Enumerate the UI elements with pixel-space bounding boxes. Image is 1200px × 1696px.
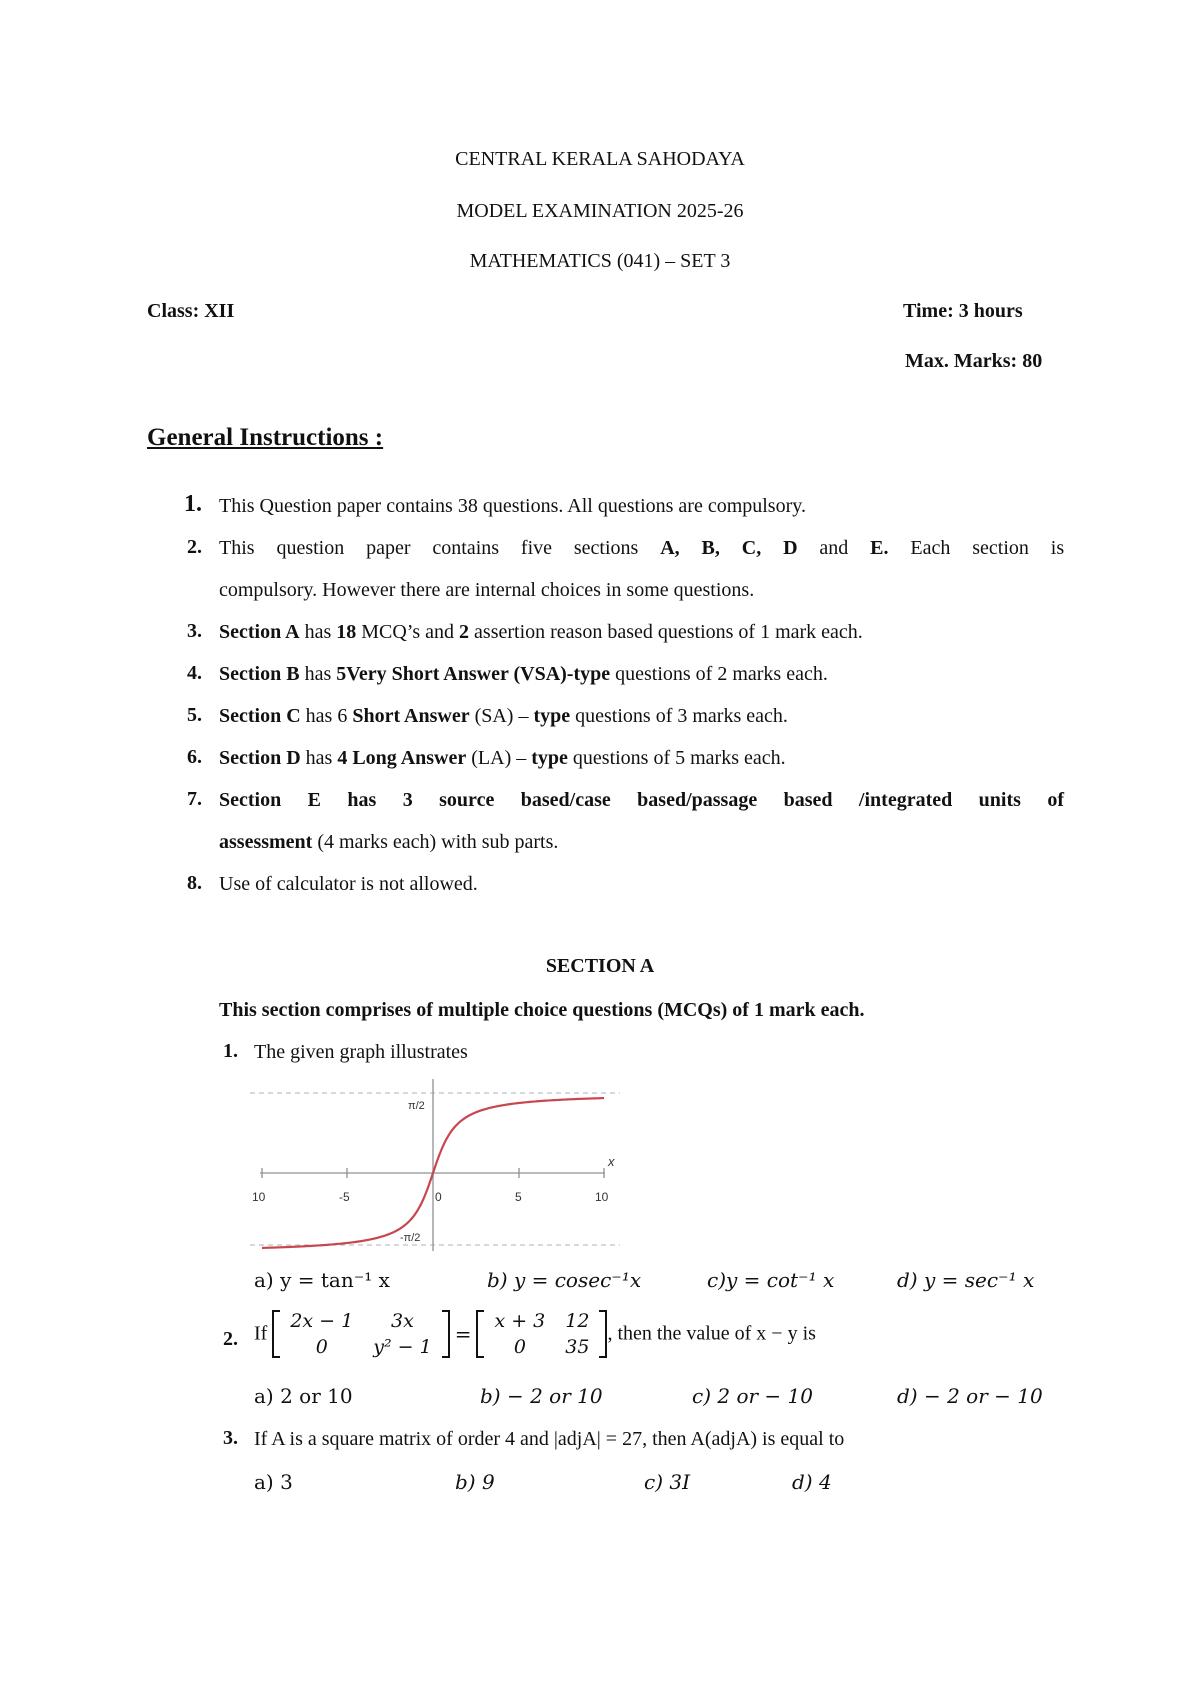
time-label: Time: 3 hours [903,300,1023,322]
option-a: a) 2 or 10 [254,1384,353,1408]
subject-title: MATHEMATICS (041) – SET 3 [469,250,731,272]
option-c: c)y = cot⁻¹ x [707,1268,835,1292]
instruction-text-continued: compulsory. However there are internal choices in some questions. [219,579,755,601]
option-b: b) 9 [455,1470,495,1494]
x-tick-label: 10 [595,1190,609,1204]
instruction-number: 5. [187,704,202,726]
instruction-text: Section B has 5Very Short Answer (VSA)-type questions of 2 marks each. [219,663,828,685]
x-tick-label: 5 [515,1190,522,1204]
question-number: 1. [223,1040,238,1062]
option-b: b) y = cosec⁻¹x [487,1268,642,1292]
question-text: The given graph illustrates [254,1041,468,1063]
option-d: d) y = sec⁻¹ x [897,1268,1035,1292]
left-matrix: 2x − 1 3x 0 y² − 1 [272,1308,449,1360]
x-tick-label: 0 [435,1190,442,1204]
option-a: a) y = tan⁻¹ x [254,1268,390,1292]
option-c: c) 2 or − 10 [692,1384,813,1408]
exam-org-title: CENTRAL KERALA SAHODAYA [455,148,745,170]
option-b: b) − 2 or 10 [480,1384,603,1408]
x-tick-label: 10 [252,1190,266,1204]
question-number: 3. [223,1427,238,1449]
question-number: 2. [223,1328,238,1350]
instruction-text: Use of calculator is not allowed. [219,873,478,895]
instruction-text: This Question paper contains 38 questions. All questions are compulsory. [219,495,806,517]
instruction-number: 8. [187,872,202,894]
instruction-text-continued: assessment (4 marks each) with sub parts. [219,831,559,853]
y-tick-label: -π/2 [400,1232,421,1244]
instruction-text: Section D has 4 Long Answer (LA) – type questions of 5 marks each. [219,747,786,769]
instruction-number: 4. [187,662,202,684]
option-a: a) 3 [254,1470,293,1494]
instruction-number: 6. [187,746,202,768]
general-instructions-title: General Instructions : [147,424,384,451]
instruction-number: 3. [187,620,202,642]
exam-title: MODEL EXAMINATION 2025-26 [456,200,744,222]
section-a-title: SECTION A [545,955,655,977]
instruction-text: Section E has 3 source based/case based/passage based /integrated units of [219,789,1064,811]
option-d: d) − 2 or − 10 [897,1384,1043,1408]
instruction-text: Section C has 6 Short Answer (SA) – type questions of 3 marks each. [219,705,788,727]
question-text: If A is a square matrix of order 4 and |adjA| = 27, then A(adjA) is equal to [254,1428,845,1450]
max-marks-label: Max. Marks: 80 [905,350,1043,372]
question-text: If 2x − 1 3x 0 y² − 1 = x + 3 12 0 35 , then the value of x − y is [254,1310,816,1358]
y-tick-label: π/2 [408,1100,425,1112]
arctan-graph [250,1075,620,1255]
x-axis-label: x [608,1154,615,1169]
option-d: d) 4 [792,1470,832,1494]
instruction-number: 1. [184,491,202,517]
option-c: c) 3I [644,1470,690,1494]
instruction-text: Section A has 18 MCQ’s and 2 assertion reason based questions of 1 mark each. [219,621,863,643]
instruction-number: 2. [187,536,202,558]
section-a-subtitle: This section comprises of multiple choice questions (MCQs) of 1 mark each. [219,999,865,1021]
x-tick-label: -5 [339,1190,350,1204]
instruction-text: This question paper contains five sections A, B, C, D and E. Each section is [219,537,1065,559]
instruction-number: 7. [187,788,202,810]
class-label: Class: XII [147,300,235,322]
right-matrix: x + 3 12 0 35 [476,1308,607,1360]
